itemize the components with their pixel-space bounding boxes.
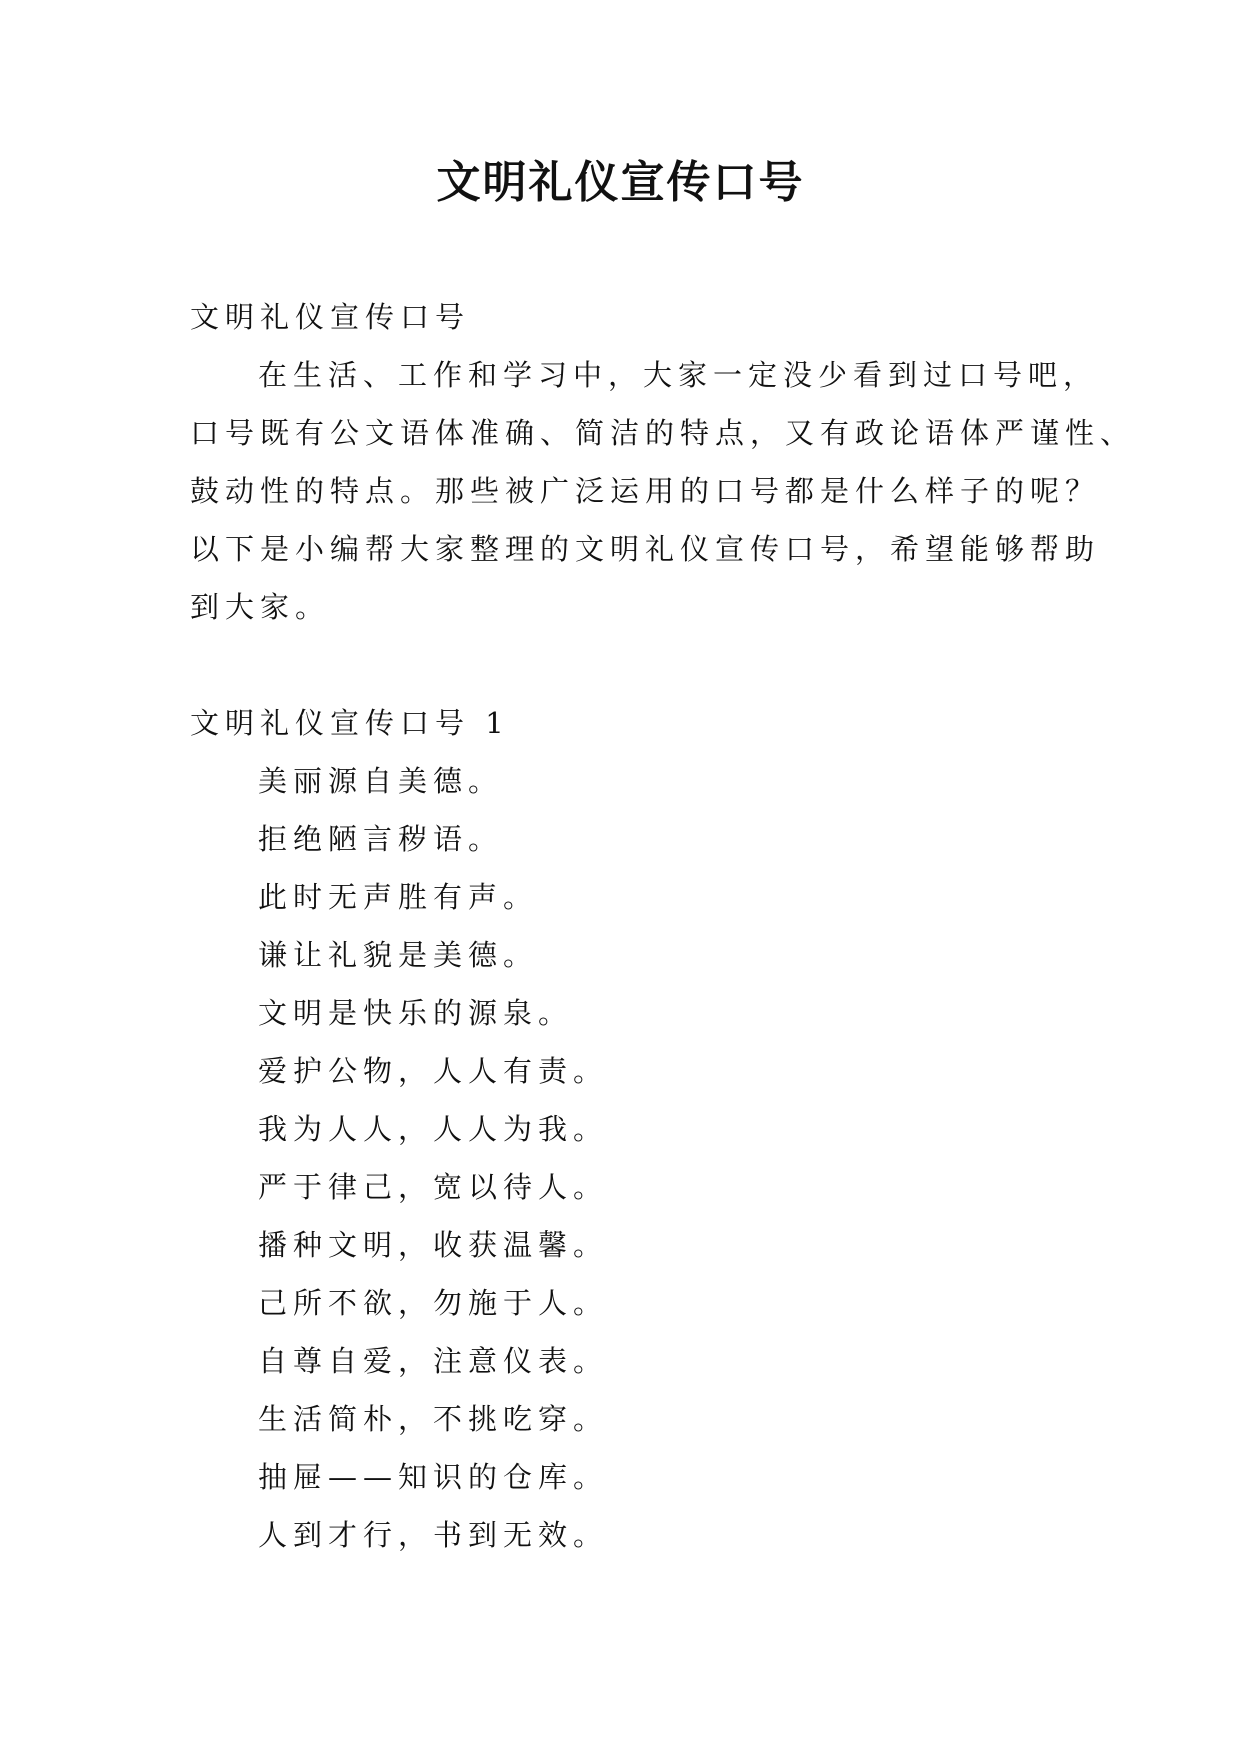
slogan-item: 文明是快乐的源泉。 [258, 996, 574, 1030]
slogan-item: 拒绝陋言秽语。 [258, 822, 504, 856]
paragraph-gap [190, 636, 1070, 694]
intro-line: 到大家。 [190, 590, 331, 624]
slogan-item: 己所不欲，勿施于人。 [258, 1286, 609, 1320]
section-heading: 文明礼仪宣传口号 1 [190, 706, 510, 740]
intro-line: 以下是小编帮大家整理的文明礼仪宣传口号，希望能够帮助 [190, 532, 1101, 566]
slogan-item: 爱护公物，人人有责。 [258, 1054, 609, 1088]
slogan-item: 播种文明，收获温馨。 [258, 1228, 609, 1262]
intro-line: 在生活、工作和学习中，大家一定没少看到过口号吧， [258, 358, 1099, 392]
slogan-item: 美丽源自美德。 [258, 764, 504, 798]
slogan-item: 抽屉——知识的仓库。 [258, 1460, 609, 1494]
subtitle: 文明礼仪宣传口号 [190, 300, 471, 334]
intro-line: 鼓动性的特点。那些被广泛运用的口号都是什么样子的呢？ [190, 474, 1101, 508]
slogan-item: 人到才行，书到无效。 [258, 1518, 609, 1552]
slogan-item: 严于律己，宽以待人。 [258, 1170, 609, 1204]
page-title: 文明礼仪宣传口号 [436, 157, 805, 208]
slogan-item: 自尊自爱，注意仪表。 [258, 1344, 609, 1378]
slogan-item: 我为人人，人人为我。 [258, 1112, 609, 1146]
slogan-item: 谦让礼貌是美德。 [258, 938, 539, 972]
slogan-item: 此时无声胜有声。 [258, 880, 539, 914]
document-body [190, 288, 1136, 1564]
intro-line: 口号既有公文语体准确、简洁的特点，又有政论语体严谨性、 [190, 416, 1136, 450]
slogan-item: 生活简朴，不挑吃穿。 [258, 1402, 609, 1436]
